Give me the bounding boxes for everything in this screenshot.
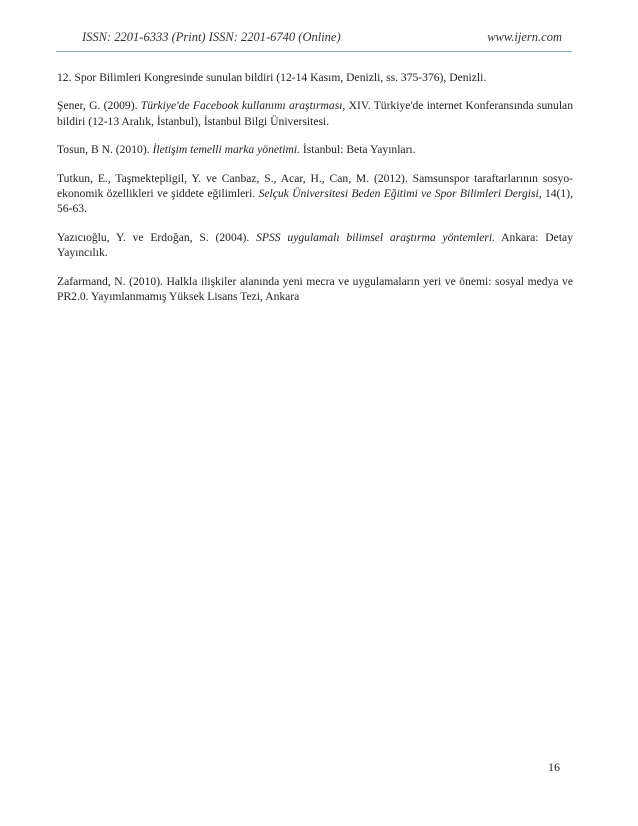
header-website: www.ijern.com bbox=[487, 30, 562, 44]
reference-item bbox=[57, 98, 573, 129]
header-issn: ISSN: 2201-6333 (Print) ISSN: 2201-6740 (Online) bbox=[82, 30, 341, 44]
reference-list bbox=[57, 70, 573, 317]
reference-text: 14(1), 56-63. bbox=[57, 187, 573, 216]
reference-text: Zafarmand, N. (2010). Halkla ilişkiler alanında yeni mecra ve uygulamaların yeri ve önemi: sosyal medya ve PR2.0. Yayımlanmamış Yüksek Lisans Tezi, Ankara bbox=[57, 274, 573, 304]
reference-text: Ankara: Detay Yayıncılık. bbox=[57, 230, 573, 260]
reference-title: Türkiye'de Facebook kullanımı araştırması, bbox=[140, 99, 346, 113]
reference-text: Yazıcıoğlu, Y. ve Erdoğan, S. (2004). bbox=[57, 230, 257, 244]
reference-item bbox=[57, 171, 573, 217]
reference-text: Tutkun, E., Taşmektepligil, Y. ve Canbaz, S., Acar, H., Can, M. (2012). Samsunspor taraftarlarının sosyo-ekonomik özellikleri ve şiddete eğilimleri. bbox=[57, 171, 573, 201]
page-number: 16 bbox=[548, 760, 560, 774]
reference-text: XIV. Türkiye'de internet Konferansında sunulan bildiri (12-13 Aralık, İstanbul), İstanbul Bilgi Üniversitesi. bbox=[57, 99, 574, 128]
reference-item bbox=[57, 274, 573, 305]
reference-item bbox=[57, 230, 573, 261]
reference-title: SPSS uygulamalı bilimsel araştırma yöntemleri. bbox=[256, 230, 495, 244]
header-rule bbox=[56, 51, 572, 52]
reference-title: İletişim temelli marka yönetimi. bbox=[152, 143, 300, 157]
reference-text: Tosun, B N. (2010). bbox=[57, 143, 153, 157]
reference-item bbox=[57, 70, 573, 85]
reference-title: Selçuk Üniversitesi Beden Eğitimi ve Spor Bilimleri Dergisi, bbox=[258, 187, 542, 201]
reference-item bbox=[57, 142, 573, 157]
reference-text: İstanbul: Beta Yayınları. bbox=[299, 143, 416, 157]
reference-text: 12. Spor Bilimleri Kongresinde sunulan bildiri (12-14 Kasım, Denizli, ss. 375-376), Denizli. bbox=[57, 71, 487, 84]
reference-text: Şener, G. (2009). bbox=[57, 99, 141, 113]
